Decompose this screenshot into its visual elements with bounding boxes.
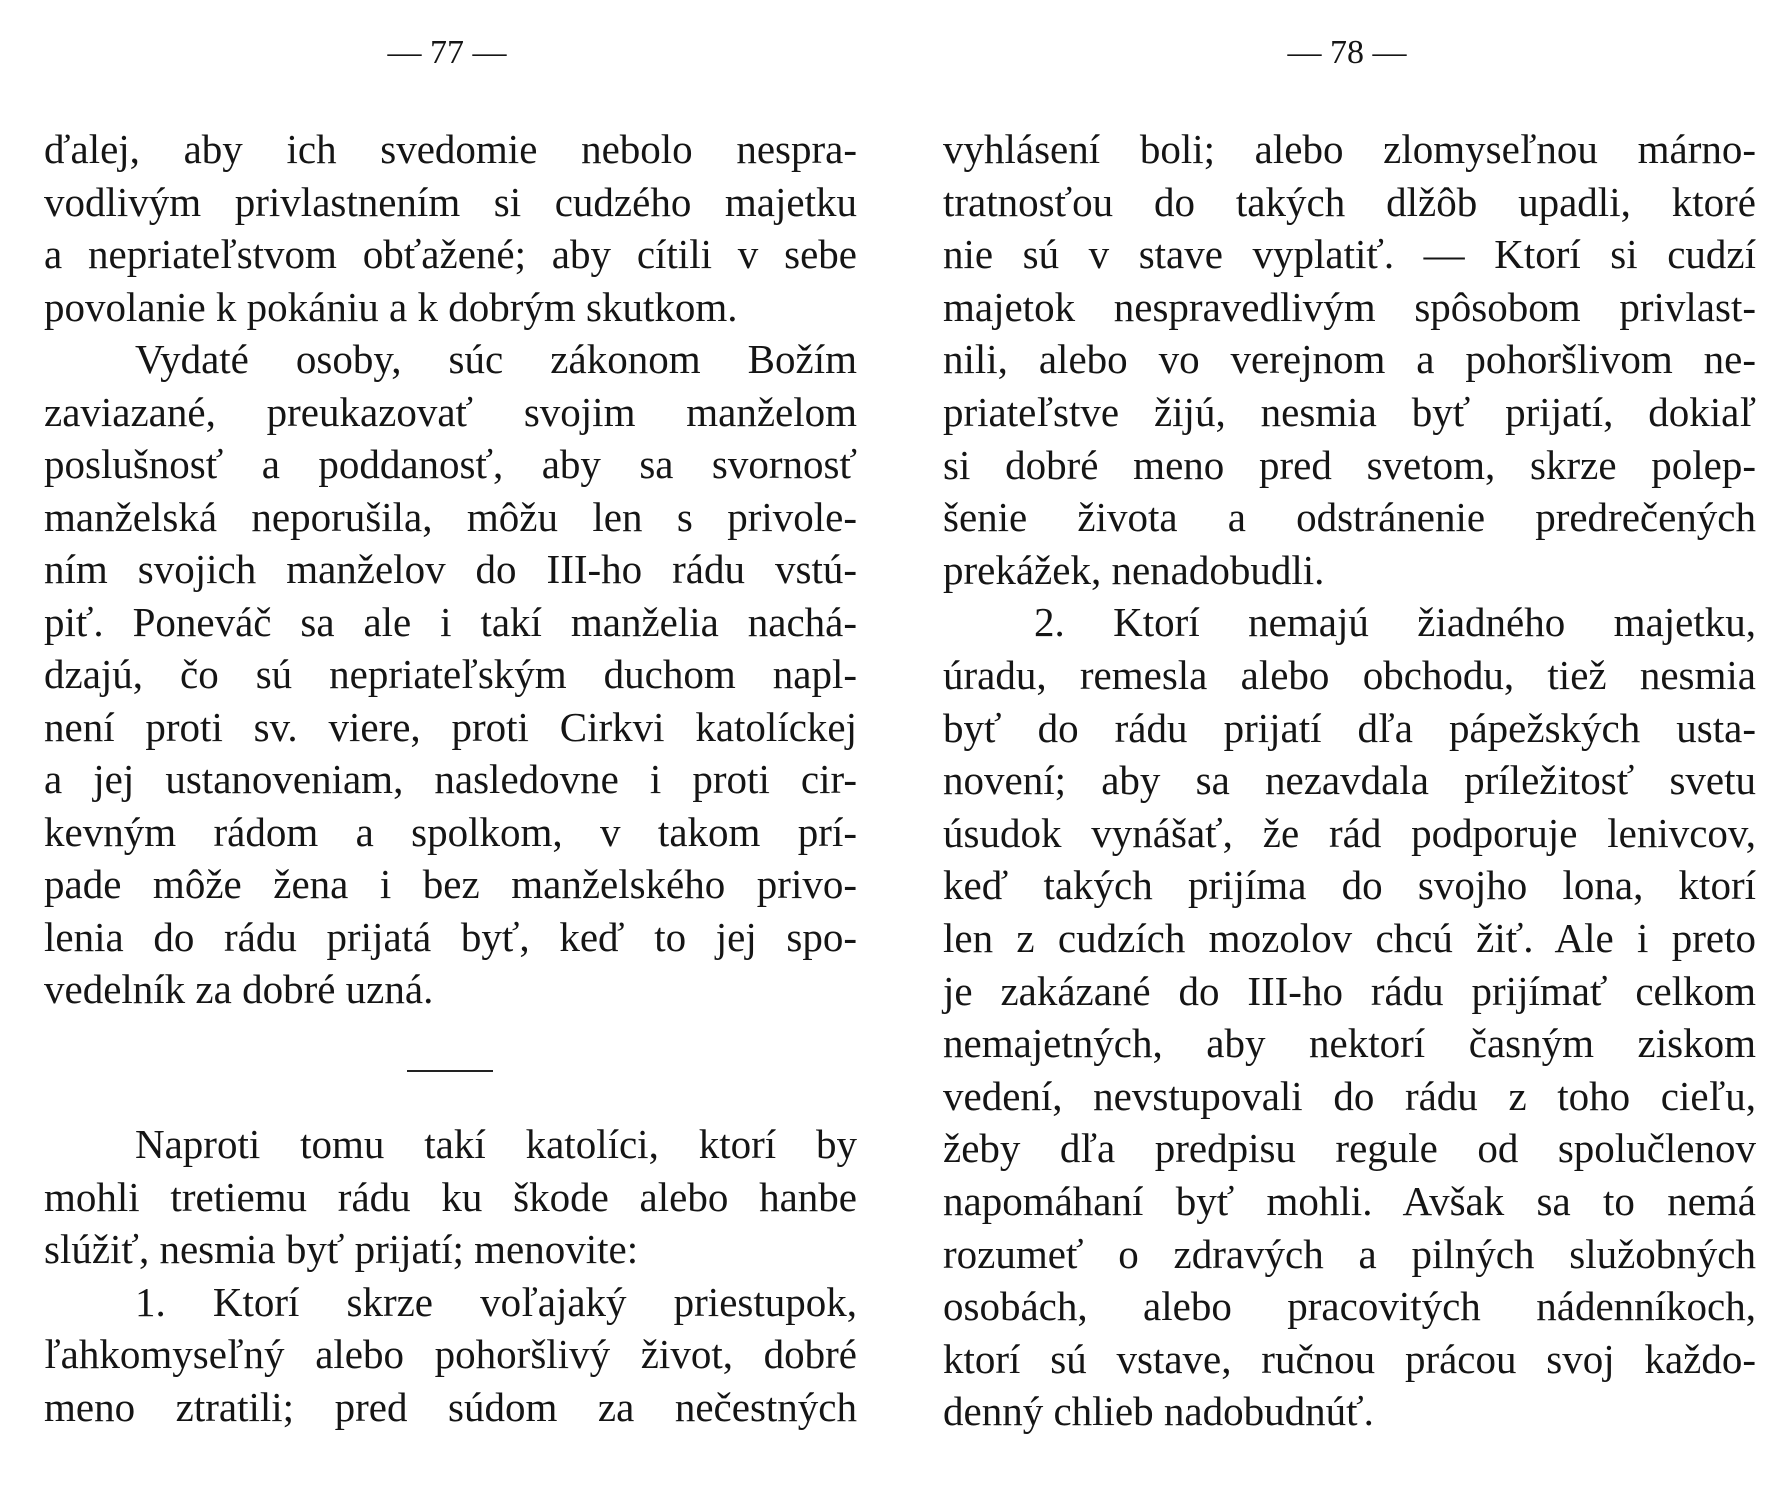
text-line: povolanie k pokániu a k dobrým skutkom. <box>44 283 738 330</box>
text-line: ľahkomyseľný alebo pohoršlivý život, dobré <box>44 1331 857 1377</box>
text-line: osobách, alebo pracovitých nádenníkoch, <box>943 1283 1756 1330</box>
text-line: Naproti tomu takí katolíci, ktorí by <box>135 1121 857 1167</box>
text-line: lenia do rádu prijatá byť, keď to jej spo- <box>44 913 857 960</box>
text-line: ním svojich manželov do III-ho rádu vstú- <box>44 546 857 592</box>
text-line: piť. Poneváč sa ale i takí manželia nachá- <box>44 598 857 645</box>
text-line: 1. Ktorí skrze voľajaký priestupok, <box>135 1278 857 1325</box>
text-line: si dobré meno pred svetom, skrze polep- <box>943 441 1756 488</box>
text-line: novení; aby sa nezavdala príležitosť svetu <box>943 757 1756 804</box>
text-line: priateľstve žijú, nesmia byť prijatí, dokiaľ <box>943 389 1756 435</box>
text-line: slúžiť, nesmia byť prijatí; menovite: <box>44 1226 639 1272</box>
text-line: nie sú v stave vyplatiť. — Ktorí si cudzí <box>943 231 1756 278</box>
text-line: Vydaté osoby, súc zákonom Božím <box>135 336 857 382</box>
text-line: poslušnosť a poddanosť, aby sa svornosť <box>44 441 857 487</box>
text-line: denný chlieb nadobudnúť. <box>943 1388 1374 1435</box>
text-line: majetok nespravedlivým spôsobom privlast- <box>943 283 1756 330</box>
text-line: vodlivým privlastnením si cudzého majetku <box>44 178 857 225</box>
text-line: vedení, nevstupovali do rádu z toho cieľu, <box>943 1072 1756 1119</box>
text-line: není proti sv. viere, proti Cirkvi katolíckej <box>44 703 857 750</box>
text-line: vyhlásení boli; alebo zlomyseľnou márno- <box>943 126 1756 172</box>
text-line: manželská neporušila, môžu len s privole- <box>44 493 857 540</box>
text-line: zaviazané, preukazovať svojim manželom <box>44 388 857 435</box>
text-line: mohli tretiemu rádu ku škode alebo hanbe <box>44 1173 857 1220</box>
text-line: rozumeť o zdravých a pilných služobných <box>943 1230 1756 1277</box>
text-line: úradu, remesla alebo obchodu, tiež nesmia <box>943 652 1756 698</box>
text-line: vedelník za dobré uzná. <box>44 966 434 1012</box>
text-line: 2. Ktorí nemajú žiadného majetku, <box>1034 599 1756 646</box>
text-line: meno ztratili; pred súdom za nečestných <box>44 1383 857 1430</box>
text-line: dzajú, čo sú nepriateľským duchom napl- <box>44 651 857 697</box>
text-line: šenie života a odstránenie predrečených <box>943 494 1756 541</box>
text-line: tratnosťou do takých dlžôb upadli, ktoré <box>943 178 1756 225</box>
text-line: keď takých prijíma do svojho lona, ktorí <box>943 862 1756 909</box>
text-line: nili, alebo vo verejnom a pohoršlivom ne- <box>943 336 1756 383</box>
text-line: a nepriateľstvom obťažené; aby cítili v sebe <box>44 231 857 277</box>
text-line: a jej ustanoveniam, nasledovne i proti cir- <box>44 756 857 802</box>
text-line: úsudok vynášať, že rád podporuje lenivcov, <box>943 809 1756 856</box>
page-number-left: — 77 — <box>387 34 507 71</box>
text-line: je zakázané do III-ho rádu prijímať celkom <box>943 967 1756 1014</box>
text-line: ďalej, aby ich svedomie nebolo nespra- <box>44 126 857 172</box>
page-number-right: — 78 — <box>1287 34 1407 71</box>
text-line: pade môže žena i bez manželského privo- <box>44 861 857 907</box>
text-line: byť do rádu prijatí dľa pápežských usta- <box>943 704 1756 751</box>
text-line: napomáhaní byť mohli. Avšak sa to nemá <box>943 1178 1756 1224</box>
text-line: prekážek, nenadobudli. <box>943 546 1325 593</box>
section-divider <box>407 1070 493 1072</box>
text-line: len z cudzích mozolov chcú žiť. Ale i preto <box>943 915 1756 961</box>
text-line: žeby dľa predpisu regule od spolučlenov <box>943 1125 1756 1172</box>
text-line: kevným rádom a spolkom, v takom prí- <box>44 808 857 855</box>
text-line: ktorí sú vstave, ručnou prácou svoj každo- <box>943 1335 1756 1382</box>
text-line: nemajetných, aby nektorí časným ziskom <box>943 1020 1756 1067</box>
